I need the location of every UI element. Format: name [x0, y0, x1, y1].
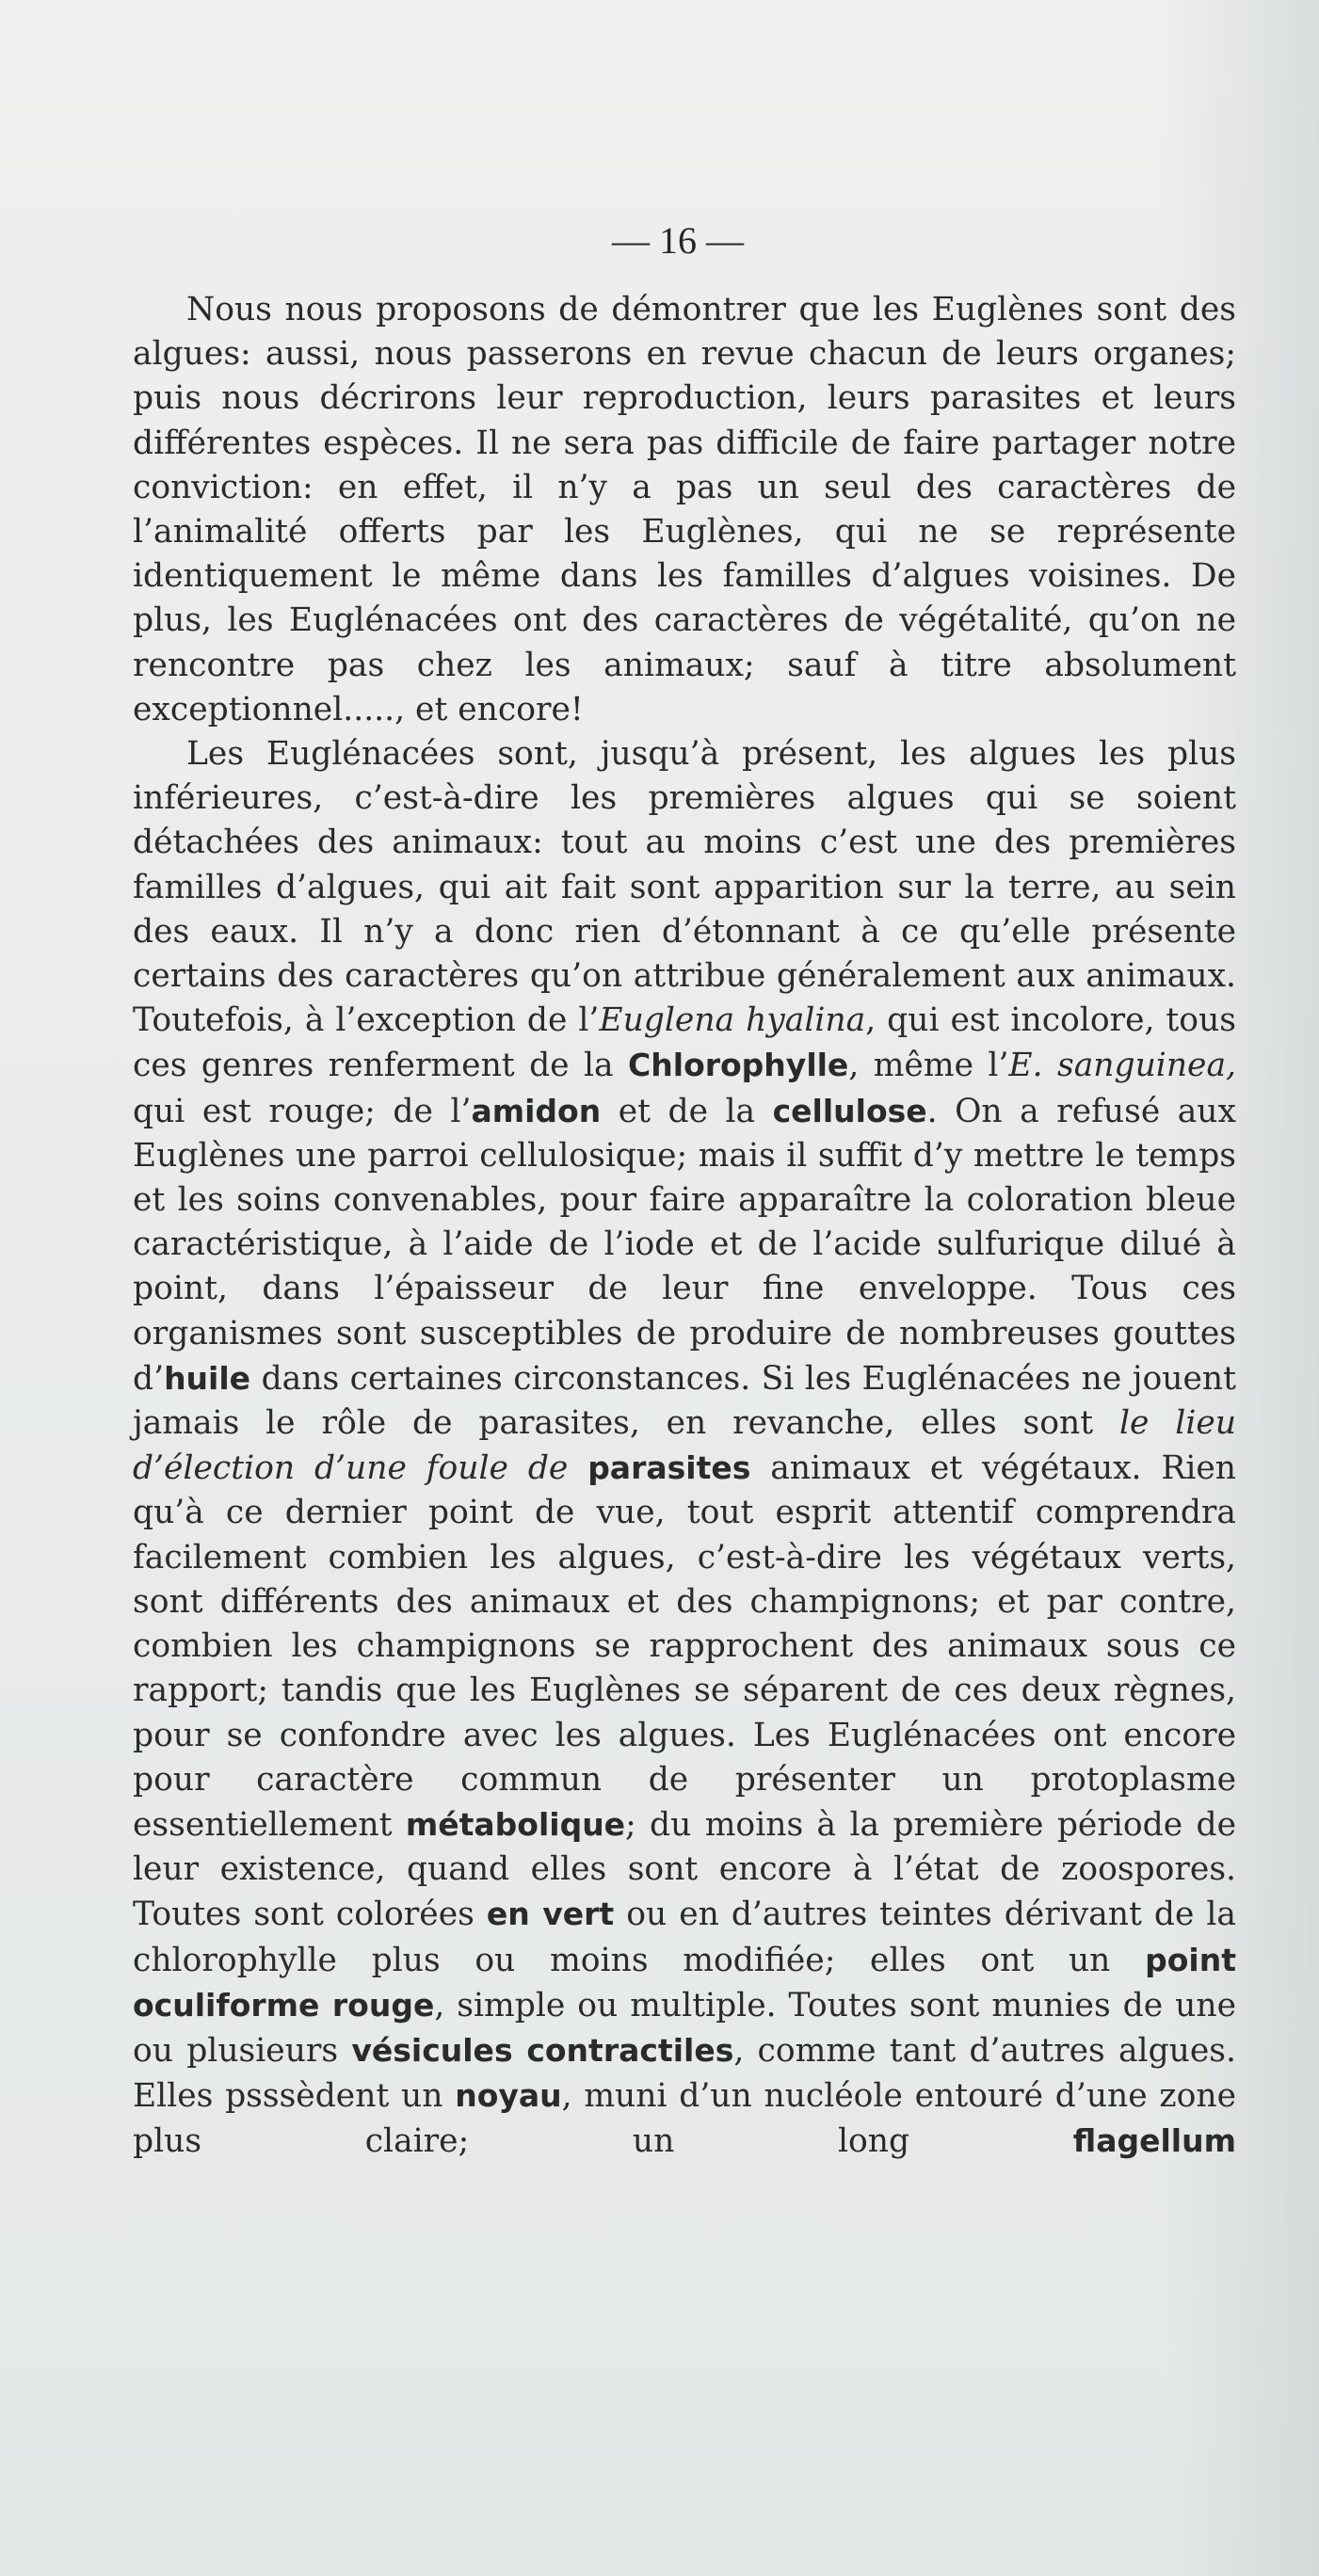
italic-phrase-lieu-election: le lieu d’élection d’une foule de [133, 1404, 1236, 1488]
paragraph-1-text: Nous nous proposons de démontrer que les Euglènes sont des algues: aussi, nous passerons en revue chacun de leurs organes; puis nous décrirons leur reproduction, leurs parasites et leurs différentes espèces. Il ne sera pas difficile de faire partager notre conviction: en effet, il n’y a pas un seul des caractères de l’animalité offerts par les Euglènes, qui ne se représente identiquement le même dans les familles d’algues voisines. De plus, les Euglénacées ont des caractères de végétalité, qu’on ne rencontre pas chez les animaux; sauf à titre absolument exceptionnel....., et encore! [133, 291, 1236, 728]
page-number: — 16 — [612, 219, 744, 262]
text-segment: Les Euglénacées sont, jusqu’à présent, les algues les plus inférieures, c’est-à-dire les premières algues qui se soient détachées des animaux: tout au moins c’est une des premières familles d’algues, qui ait fait sont apparition sur la terre, au sein des eaux. Il n’y a donc rien d’étonnant à ce qu’elle présente certains des caractères qu’on attribue généralement aux animaux. Toutefois, à l’exception de l’ [133, 735, 1236, 1040]
bold-term-metabolique: métabolique [405, 1805, 626, 1843]
bold-term-vesicules-contractiles: vésicules contractiles [351, 2031, 734, 2069]
italic-term-e-sanguinea: E. sanguinea, [1008, 1047, 1237, 1085]
text-segment: et de la [601, 1092, 773, 1130]
bold-term-cellulose: cellulose [772, 1092, 927, 1129]
text-segment: , muni d’un nucléole entouré d’une zone plus claire; un long [133, 2077, 1236, 2161]
text-segment: ou en d’autres teintes dérivant de la chlorophylle plus ou moins modifiée; elles ont un [133, 1896, 1236, 1979]
bold-term-en-vert: en vert [486, 1896, 615, 1933]
bold-term-chlorophylle: Chlorophylle [628, 1047, 849, 1084]
bold-term-noyau: noyau [455, 2077, 562, 2115]
text-segment: qui est rouge; de l’ [133, 1092, 472, 1130]
bold-term-amidon: amidon [471, 1092, 602, 1129]
text-segment: , même l’ [848, 1047, 1009, 1085]
text-segment: , simple ou multiple. Toutes sont munies de une ou plusieurs [133, 1986, 1236, 2070]
text-segment [568, 1449, 587, 1487]
bold-term-point-oculiforme: point oculiforme rouge [133, 1941, 1236, 2024]
text-segment: ; du moins à la première période de leur existence, quand elles sont encore à l’état de zoospores. Toutes sont colorées [133, 1805, 1236, 1934]
bold-term-parasites: parasites [587, 1449, 751, 1487]
bold-term-huile: huile [164, 1359, 251, 1397]
text-segment: dans certaines circonstances. Si les Euglénacées ne jouent jamais le rôle de parasites, en revanche, elles sont [133, 1359, 1236, 1443]
paragraph-2 [133, 732, 1236, 2165]
text-segment: . On a refusé aux Euglènes une parroi cellulosique; mais il suffit d’y mettre le temps et les soins convenables, pour faire apparaître la coloration bleue caractéristique, à l’aide de l’iode et de l’acide sulfurique dilué à point, dans l’épaisseur de leur fine enveloppe. Tous ces organismes sont susceptibles de produire de nombreuses gouttes d’ [133, 1092, 1236, 1398]
body-text [133, 288, 1236, 2165]
bold-term-flagellum: flagellum [1072, 2122, 1236, 2160]
text-segment: , comme tant d’autres algues. Elles psssèdent un [133, 2031, 1236, 2116]
text-segment: animaux et végétaux. Rien qu’à ce dernier point de vue, tout esprit attentif comprendra facilement combien les algues, c’est-à-dire les végétaux verts, sont différents des animaux et des champignons; et par contre, combien les champignons se rapprochent des animaux sous ce rapport; tandis que les Euglènes se séparent de ces deux règnes, pour se confondre avec les algues. Les Euglénacées ont encore pour caractère commun de présenter un protoplasme essentiellement [133, 1449, 1236, 1844]
italic-term-euglena-hyalina: Euglena hyalina [599, 1001, 866, 1040]
text-segment: , qui est incolore, tous ces genres renferment de la [133, 1001, 1236, 1085]
paragraph-1 [133, 288, 1236, 732]
